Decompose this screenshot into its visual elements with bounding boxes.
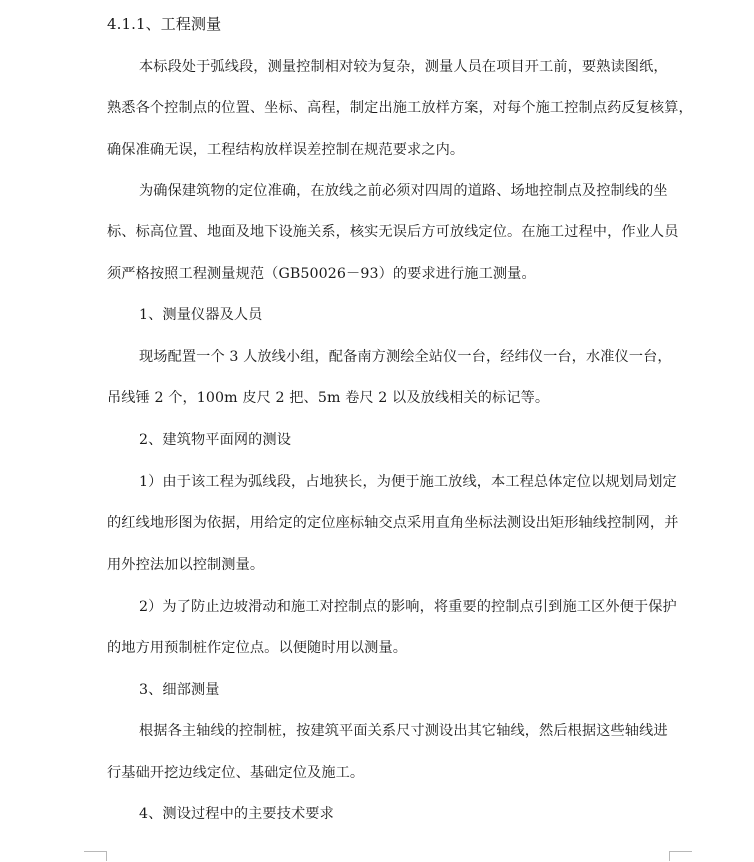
- paragraph-line: 2）为了防止边坡滑动和施工对控制点的影响，将重要的控制点引到施工区外便于保护: [139, 599, 677, 615]
- margin-mark-left-vertical: [106, 851, 107, 861]
- margin-mark-right: [670, 851, 692, 862]
- subheading: 2、建筑物平面网的测设: [139, 432, 292, 448]
- paragraph-line: 标、标高位置、地面及地下设施关系，核实无误后方可放线定位。在施工过程中，作业人员: [107, 224, 679, 240]
- subheading: 1、测量仪器及人员: [139, 307, 263, 323]
- paragraph-line: 本标段处于弧线段，测量控制相对较为复杂，测量人员在项目开工前，要熟读图纸，: [139, 59, 668, 75]
- paragraph-line: 1）由于该工程为弧线段，占地狭长，为便于施工放线，本工程总体定位以规划局划定: [139, 474, 677, 490]
- paragraph-line: 须严格按照工程测量规范（GB50026－93）的要求进行施工测量。: [107, 266, 536, 282]
- paragraph-line: 的红线地形图为依据，用给定的定位座标轴交点采用直角坐标法测设出矩形轴线控制网，并: [107, 515, 679, 531]
- paragraph-line: 的地方用预制桩作定位点。以便随时用以测量。: [107, 640, 408, 656]
- paragraph-line: 熟悉各个控制点的位置、坐标、高程，制定出施工放样方案，对每个施工控制点药反复核算，: [107, 100, 693, 116]
- paragraph-line: 用外控法加以控制测量。: [107, 557, 265, 573]
- subheading: 3、细部测量: [139, 682, 220, 698]
- paragraph-line: 根据各主轴线的控制桩，按建筑平面关系尺寸测设出其它轴线，然后根据这些轴线进: [139, 723, 668, 739]
- section-heading: 4.1.1、工程测量: [107, 15, 222, 33]
- paragraph-line: 为确保建筑物的定位准确，在放线之前必须对四周的道路、场地控制点及控制线的坐: [139, 183, 668, 199]
- subheading: 4、测设过程中的主要技术要求: [139, 806, 334, 822]
- paragraph-line: 现场配置一个 3 人放线小组，配备南方测绘全站仪一台，经纬仪一台，水准仪一台，: [139, 349, 672, 365]
- margin-mark-left: [84, 851, 106, 862]
- paragraph-line: 吊线锤 2 个，100m 皮尺 2 把、5m 卷尺 2 以及放线相关的标记等。: [107, 390, 550, 406]
- paragraph-line: 确保准确无误，工程结构放样误差控制在规范要求之内。: [107, 142, 465, 158]
- paragraph-line: 行基础开挖边线定位、基础定位及施工。: [107, 765, 365, 781]
- margin-mark-right-vertical: [669, 851, 670, 861]
